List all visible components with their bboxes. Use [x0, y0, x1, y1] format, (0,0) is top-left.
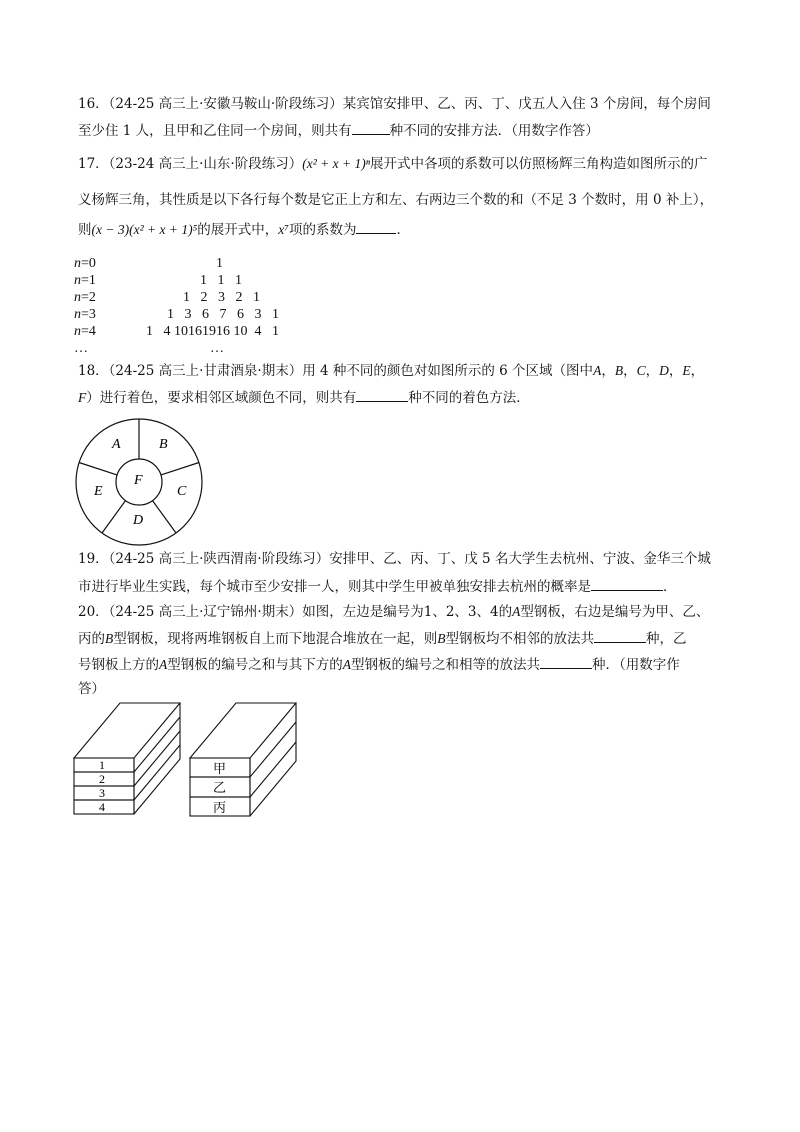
region-label-b: B [159, 437, 168, 452]
q18-text-c: 种不同的着色方法． [408, 390, 530, 406]
q17-x7: x⁷ [278, 222, 289, 237]
divider-line [79, 463, 117, 475]
q18-label-a: A [593, 363, 602, 378]
ellipsis-left: … [74, 341, 88, 356]
right-plate-label: 甲 [213, 761, 227, 776]
q20-num-3: 3 [467, 604, 477, 620]
region-label-c: C [177, 484, 187, 499]
q18-line2 [78, 388, 530, 407]
region-label-a: A [112, 437, 121, 452]
row-values: 1 1 1 [200, 273, 242, 288]
q20-answer-blank-1[interactable] [594, 629, 646, 643]
right-plate-stack [190, 703, 296, 816]
q20-line1: 20．（24-25 高三上·辽宁锦州·期末）如图，左边是编号为1、2、3、4的A型钢板，右边是编号为甲、乙、 [78, 604, 710, 620]
row-label: n=2 [74, 290, 96, 305]
q16-text-a: 至少住 1 人，且甲和乙住同一个房间，则共有 [78, 123, 352, 139]
row-values: 1 2 3 2 1 [183, 290, 260, 305]
q16-line1: 16．（24-25 高三上·安徽马鞍山·阶段练习）某宾馆安排甲、乙、丙、丁、戊五人入住 3 个房间，每个房间 [78, 96, 711, 112]
q17-line3-tail: ． [396, 222, 410, 238]
q19-text-a: 市进行毕业生实践，每个城市至少安排一人，则其中学生甲被单独安排去杭州的概率是 [78, 579, 591, 595]
q20-text-b: 的 [498, 604, 513, 620]
q20-text-k: 种．（用数字作 [592, 657, 680, 673]
q19-line1: 19．（24-25 高三上·陕西渭南·阶段练习）安排甲、乙、丙、丁、戊 5 名大学生去杭州、宁波、金华三个城 [78, 551, 711, 567]
row-label: n=1 [74, 273, 96, 288]
q18-label-f: F [78, 390, 87, 405]
q16-line2 [78, 121, 599, 140]
q20-line2 [78, 629, 687, 648]
q20-label-a3: A [342, 657, 351, 672]
q20-num-1: 1 [423, 604, 433, 620]
right-stack-top-face [190, 703, 296, 758]
q17-answer-blank[interactable] [356, 220, 396, 234]
ellipsis-mid: … [210, 341, 224, 356]
left-side-line [134, 731, 180, 786]
q19-answer-blank[interactable] [591, 577, 663, 591]
right-plate-label: 乙 [213, 780, 227, 795]
divider-line [153, 501, 177, 533]
q18-text-b: ）进行着色，要求相邻区域颜色不同，则共有 [86, 390, 357, 406]
q20-text-i: 型钢板的编号之和与其下方的 [167, 657, 343, 673]
q17-line3-prefix: 则 [78, 222, 92, 238]
q17-expression-1: (x² + x + 1)ⁿ [302, 156, 370, 171]
left-side-line [134, 745, 180, 800]
q18-answer-blank[interactable] [356, 388, 408, 402]
q18-text-a: 18．（24-25 高三上·甘肃酒泉·期末）用 4 种不同的颜色对如图所示的 6 个区域（图中 [78, 363, 594, 379]
q19-line2 [78, 577, 677, 596]
q20-line4: 答） [78, 681, 105, 697]
q18-label-d: D [659, 363, 669, 378]
q20-num-4: 4 [490, 604, 499, 620]
divider-line [102, 501, 126, 533]
row-values: 1 3 6 7 6 3 1 [167, 307, 279, 322]
q17-expression-2: (x − 3)(x² + x + 1)⁵ [91, 222, 198, 237]
region-label-d: D [133, 513, 144, 528]
left-plate-label: 4 [99, 800, 105, 814]
q17-prefix: 17．（23-24 高三上·山东·阶段练习） [78, 156, 303, 172]
q17-line3-end: 项的系数为 [288, 222, 357, 238]
q17-line3-mid: 的展开式中， [197, 222, 279, 238]
q18-label-b: B [614, 363, 624, 378]
right-plate-label: 丙 [213, 800, 227, 815]
q20-text-g: 种，乙 [646, 631, 687, 647]
row-label: n=0 [74, 256, 96, 271]
left-plate-stack [74, 703, 180, 814]
q20-text-j: 型钢板的编号之和相等的放法共 [351, 657, 540, 673]
q20-line3 [78, 655, 680, 674]
q20-text-h: 号钢板上方的 [78, 657, 159, 673]
q17-line1-rest: 展开式中各项的系数可以仿照杨辉三角构造如图所示的广 [369, 156, 708, 172]
q17-line2: 义杨辉三角，其性质是以下各行每个数是它正上方和左、右两边三个数的和（不足 3 个数时，用 0 补上）， [78, 192, 714, 208]
row-values: 1 [216, 256, 223, 271]
q20-text-a: 20．（24-25 高三上·辽宁锦州·期末）如图，左边是编号为 [78, 604, 424, 620]
q20-answer-blank-2[interactable] [540, 655, 592, 669]
q20-text-f: 型钢板均不相邻的放法共 [445, 631, 594, 647]
q20-label-a2: A [159, 657, 168, 672]
row-label: n=3 [74, 307, 96, 322]
ring-region-figure [74, 417, 204, 547]
q18-label-c: C [636, 363, 646, 378]
left-plate-label: 2 [99, 772, 105, 786]
region-label-e: E [94, 484, 103, 499]
left-side-line [134, 717, 180, 772]
q20-num-2: 2 [445, 604, 455, 620]
q16-answer-blank[interactable] [352, 121, 390, 135]
q17-line1 [78, 155, 707, 173]
q20-label-b: B [105, 631, 114, 646]
left-plate-label: 3 [99, 786, 105, 800]
steel-plate-stacks-figure [72, 700, 308, 820]
region-label-f: F [134, 473, 143, 488]
q18-label-e: E [682, 363, 691, 378]
q19-text-b: ． [663, 579, 677, 595]
q16-text-b: 种不同的安排方法．（用数字作答） [389, 123, 599, 139]
q20-text-c: 型钢板，右边是编号为甲、乙、 [520, 604, 710, 620]
q20-label-a: A [512, 604, 521, 619]
q20-text-e: 型钢板，现将两堆钢板自上而下地混合堆放在一起，则 [113, 631, 438, 647]
row-label: n=4 [74, 324, 96, 339]
q17-line3 [78, 220, 410, 239]
q20-text-d: 丙的 [78, 631, 105, 647]
left-plate-label: 1 [99, 758, 105, 772]
q18-line1: 18．（24-25 高三上·甘肃酒泉·期末）用 4 种不同的颜色对如图所示的 6 个区域（图中A，B，C，D，E， [78, 363, 705, 379]
right-stack-side-edge [250, 703, 296, 816]
row-values: 1 4 10161916 10 4 1 [146, 324, 279, 339]
q20-label-b2: B [437, 631, 446, 646]
divider-line [161, 463, 199, 475]
